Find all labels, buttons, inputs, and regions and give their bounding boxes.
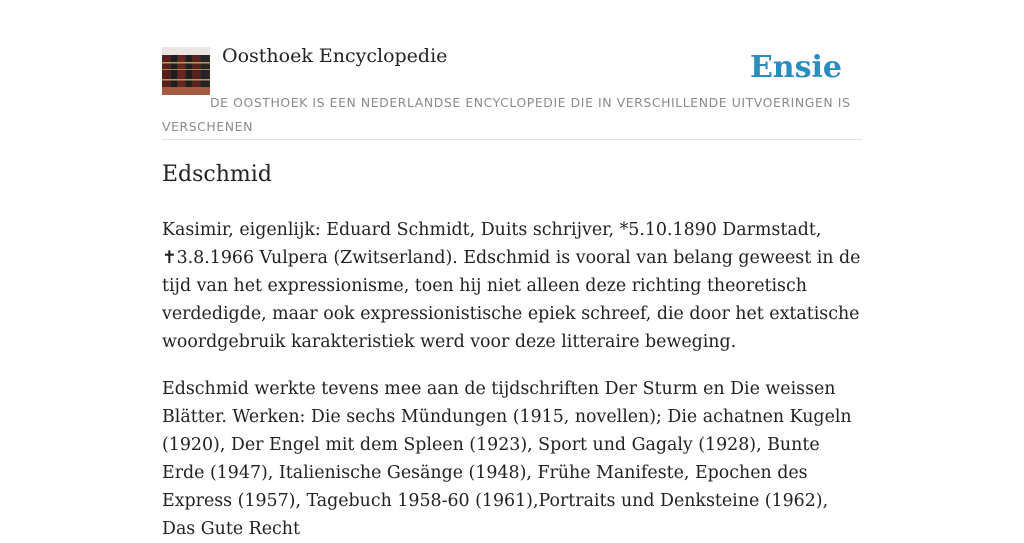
article-paragraph-1: Kasimir, eigenlijk: Eduard Schmidt, Duits schrijver, *5.10.1890 Darmstadt, ✝3.8.1966 Vulpera (Zwitserland). Edschmid is vooral van belang geweest in de tijd van het expressionisme, toen hij niet alleen deze richting theoretisch verdedigde, maar ook expressionistische epiek schreef, die door het extatische woordgebruik karakteristiek werd voor deze litteraire beweging. [162, 220, 861, 352]
ensie-logo[interactable]: Ensie [749, 50, 842, 85]
article-paragraph-2: Edschmid werkte tevens mee aan de tijdschriften Der Sturm en Die weissen Blätter. Werken: Die sechs Mündungen (1915, novellen); Die achatnen Kugeln (1920), Der Engel mit dem Spleen (1923), Sport und Gagaly (1928), Bunte Erde (1947), Italienische Gesänge (1948), Frühe Manifeste, Epochen des Express (1957), Tagebuch 1958-60 (1961),Portraits und Denksteine (1962), Das Gute Recht [162, 379, 852, 539]
site-tagline: DE OOSTHOEK IS EEN NEDERLANDSE ENCYCLOPEDIE DIE IN VERSCHILLENDE UITVOERINGEN IS VERSCHENEN [162, 95, 851, 134]
article-title: Edschmid [162, 162, 272, 187]
site-title-link[interactable]: Oosthoek Encyclopedie [222, 45, 448, 67]
header-divider [162, 139, 862, 140]
books-icon [162, 47, 210, 95]
encyclopedia-books-avatar[interactable] [162, 47, 210, 95]
